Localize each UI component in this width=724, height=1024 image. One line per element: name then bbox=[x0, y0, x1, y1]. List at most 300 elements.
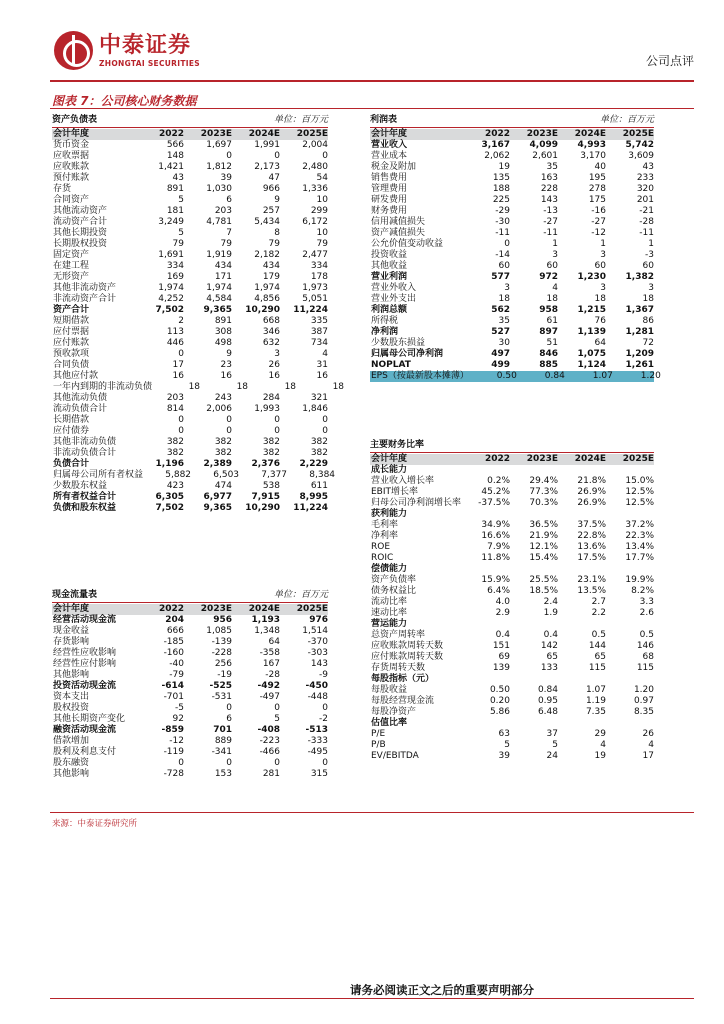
row-label: 获利能力 bbox=[371, 509, 408, 519]
cell-value: 3,167 bbox=[481, 140, 510, 150]
cell-value: -448 bbox=[307, 692, 328, 702]
cell-value: 885 bbox=[539, 360, 558, 370]
table-header-row bbox=[370, 454, 654, 465]
cell-value: 60 bbox=[498, 261, 510, 271]
cell-value: 1,261 bbox=[625, 360, 654, 370]
cell-value: -28 bbox=[639, 217, 654, 227]
cash-flow-title: 现金流量表 bbox=[52, 590, 98, 600]
figure-title-divider bbox=[50, 108, 694, 109]
cell-value: 10 bbox=[316, 195, 328, 205]
cell-value: 2,006 bbox=[206, 404, 232, 414]
table-row bbox=[370, 250, 654, 261]
cell-value: 4,781 bbox=[206, 217, 232, 227]
cell-value: 889 bbox=[214, 736, 232, 746]
cell-value: 142 bbox=[540, 641, 558, 651]
cell-value: 24 bbox=[546, 751, 558, 761]
cell-value: 10 bbox=[316, 228, 328, 238]
cell-value: 0 bbox=[504, 239, 510, 249]
cell-value: 43 bbox=[642, 162, 654, 172]
cell-value: 6.4% bbox=[487, 586, 510, 596]
cell-value: 2024E bbox=[248, 604, 280, 614]
balance-sheet-title-row bbox=[52, 116, 328, 128]
cell-value: 1,348 bbox=[254, 626, 280, 636]
cell-value: -12 bbox=[591, 228, 606, 238]
table-row bbox=[370, 564, 654, 575]
table-row bbox=[52, 481, 328, 492]
cell-value: 18 bbox=[332, 382, 345, 392]
cell-value: 666 bbox=[166, 626, 184, 636]
cell-value: 976 bbox=[309, 615, 328, 625]
row-label: 短期借款 bbox=[53, 316, 90, 326]
table-row bbox=[52, 195, 328, 206]
table-row bbox=[52, 415, 328, 426]
cell-value: 60 bbox=[546, 261, 558, 271]
cell-value: 2.2 bbox=[591, 608, 606, 618]
cell-value: 5,051 bbox=[302, 294, 328, 304]
row-label: 现金收益 bbox=[53, 626, 90, 636]
cell-value: 284 bbox=[262, 393, 280, 403]
row-label: P/B bbox=[371, 740, 386, 750]
row-label: 资本支出 bbox=[53, 692, 90, 702]
cell-value: 3.3 bbox=[639, 597, 654, 607]
cell-value: 0.2% bbox=[487, 476, 510, 486]
cell-value: 171 bbox=[214, 272, 232, 282]
cell-value: -525 bbox=[209, 681, 232, 691]
table-row bbox=[52, 283, 328, 294]
cell-value: 1,991 bbox=[254, 140, 280, 150]
cell-value: 0 bbox=[226, 415, 232, 425]
cell-value: 387 bbox=[310, 327, 328, 337]
cell-value: -27 bbox=[591, 217, 606, 227]
table-row bbox=[52, 349, 328, 360]
row-label: 少数股东权益 bbox=[53, 481, 108, 491]
cell-value: 163 bbox=[540, 173, 558, 183]
table-row bbox=[370, 173, 654, 184]
cell-value: 434 bbox=[262, 261, 280, 271]
cell-value: 0 bbox=[322, 415, 328, 425]
table-row bbox=[52, 615, 328, 626]
row-label: 每股净资产 bbox=[371, 707, 417, 717]
income-statement-title-row bbox=[370, 116, 654, 128]
cell-value: -21 bbox=[639, 206, 654, 216]
table-row bbox=[52, 503, 328, 514]
cell-value: 3 bbox=[648, 283, 654, 293]
cell-value: 2024E bbox=[574, 454, 606, 464]
table-row bbox=[52, 250, 328, 261]
cell-value: 497 bbox=[491, 349, 510, 359]
cell-value: 966 bbox=[262, 184, 280, 194]
cell-value: 299 bbox=[310, 206, 328, 216]
row-label: 应付票据 bbox=[53, 327, 90, 337]
cell-value: 5 bbox=[504, 740, 510, 750]
cell-value: 45.2% bbox=[481, 487, 510, 497]
cell-value: 26 bbox=[642, 729, 654, 739]
table-row bbox=[52, 736, 328, 747]
cell-value: 0 bbox=[226, 426, 232, 436]
cell-value: 153 bbox=[214, 769, 232, 779]
zhongtai-logo-icon bbox=[54, 31, 93, 70]
cell-value: -119 bbox=[163, 747, 184, 757]
row-label: 其他非流动资产 bbox=[53, 283, 117, 293]
cell-value: 7.35 bbox=[585, 707, 606, 717]
cell-value: -2 bbox=[319, 714, 328, 724]
cell-value: 0.97 bbox=[633, 696, 654, 706]
cell-value: 2,480 bbox=[302, 162, 328, 172]
cell-value: 4,584 bbox=[206, 294, 232, 304]
cell-value: 2022 bbox=[484, 454, 510, 464]
cell-value: 4,252 bbox=[158, 294, 184, 304]
cell-value: 175 bbox=[588, 195, 606, 205]
cell-value: 1,973 bbox=[302, 283, 328, 293]
row-label: 总资产周转率 bbox=[371, 630, 426, 640]
table-row bbox=[52, 659, 328, 670]
cell-value: -30 bbox=[495, 217, 510, 227]
row-label: 营业收入 bbox=[371, 140, 408, 150]
cell-value: 79 bbox=[172, 239, 184, 249]
cell-value: 538 bbox=[262, 481, 280, 491]
cell-value: 63 bbox=[498, 729, 510, 739]
table-row bbox=[370, 140, 654, 151]
row-label: 预付账款 bbox=[53, 173, 90, 183]
cell-value: 1,993 bbox=[254, 404, 280, 414]
table-row bbox=[370, 283, 654, 294]
table-row bbox=[370, 685, 654, 696]
row-label: 税金及附加 bbox=[371, 162, 417, 172]
disclaimer: 请务必阅读正文之后的重要声明部分 bbox=[350, 983, 534, 997]
cell-value: 86 bbox=[642, 316, 654, 326]
cell-value: 18 bbox=[642, 294, 654, 304]
row-label: 应收票据 bbox=[53, 151, 90, 161]
table-row bbox=[52, 360, 328, 371]
row-label: 归属母公司净利润 bbox=[371, 349, 444, 359]
cash-flow-title-row bbox=[52, 591, 328, 603]
row-label: 销售费用 bbox=[371, 173, 408, 183]
income-statement-unit: 单位：百万元 bbox=[599, 115, 654, 125]
cell-value: 958 bbox=[539, 305, 558, 315]
cell-value: 0 bbox=[178, 758, 184, 768]
cell-value: 115 bbox=[636, 663, 654, 673]
cell-value: 4 bbox=[600, 740, 606, 750]
table-row bbox=[370, 751, 654, 762]
cell-value: -79 bbox=[169, 670, 184, 680]
cell-value: 256 bbox=[214, 659, 232, 669]
table-row bbox=[370, 641, 654, 652]
cell-value: 5 bbox=[274, 714, 280, 724]
row-label: 会计年度 bbox=[53, 129, 90, 139]
cell-value: 0 bbox=[274, 426, 280, 436]
row-label: 经营活动现金流 bbox=[53, 615, 117, 625]
cell-value: 3,249 bbox=[158, 217, 184, 227]
cell-value: 1,974 bbox=[158, 283, 184, 293]
cell-value: -728 bbox=[163, 769, 184, 779]
table-row bbox=[52, 206, 328, 217]
cell-value: 17.5% bbox=[577, 553, 606, 563]
row-label: 资产减值损失 bbox=[371, 228, 426, 238]
cell-value: 0.95 bbox=[537, 696, 558, 706]
cell-value: 308 bbox=[214, 327, 232, 337]
row-label: 股东融资 bbox=[53, 758, 90, 768]
cell-value: 1,691 bbox=[158, 250, 184, 260]
cell-value: 1,085 bbox=[206, 626, 232, 636]
cell-value: 1,209 bbox=[625, 349, 654, 359]
cell-value: -408 bbox=[257, 725, 280, 735]
cell-value: 2.7 bbox=[591, 597, 606, 607]
balance-sheet-title: 资产负债表 bbox=[52, 115, 98, 125]
cell-value: 77.3% bbox=[529, 487, 558, 497]
row-label: 股权投资 bbox=[53, 703, 90, 713]
cell-value: 243 bbox=[214, 393, 232, 403]
cell-value: 2,062 bbox=[484, 151, 510, 161]
cell-value: 60 bbox=[594, 261, 606, 271]
row-label: 负债和股东权益 bbox=[53, 503, 117, 513]
table-row bbox=[370, 338, 654, 349]
cell-value: -13 bbox=[543, 206, 558, 216]
row-label: 在建工程 bbox=[53, 261, 90, 271]
footer-divider bbox=[50, 998, 694, 999]
table-row bbox=[370, 261, 654, 272]
row-label: 其他影响 bbox=[53, 670, 90, 680]
cell-value: 29 bbox=[594, 729, 606, 739]
cell-value: 39 bbox=[220, 173, 232, 183]
table-row bbox=[52, 769, 328, 780]
cell-value: 10,290 bbox=[245, 305, 280, 315]
cell-value: 16 bbox=[172, 371, 184, 381]
cell-value: 7,377 bbox=[261, 470, 288, 480]
cell-value: 1,846 bbox=[302, 404, 328, 414]
cell-value: 1 bbox=[552, 239, 558, 249]
row-label: 借款增加 bbox=[53, 736, 90, 746]
cell-value: 1,336 bbox=[302, 184, 328, 194]
cell-value: 143 bbox=[540, 195, 558, 205]
row-label: 股利及利息支付 bbox=[53, 747, 117, 757]
cell-value: 1,281 bbox=[625, 327, 654, 337]
cell-value: 382 bbox=[166, 437, 184, 447]
cell-value: 26 bbox=[268, 360, 280, 370]
cell-value: 382 bbox=[262, 448, 280, 458]
cell-value: 9 bbox=[226, 349, 232, 359]
cash-flow-table bbox=[52, 591, 328, 780]
row-label: 会计年度 bbox=[371, 129, 408, 139]
row-label: 管理费用 bbox=[371, 184, 408, 194]
table-row bbox=[370, 228, 654, 239]
row-label: 应付债券 bbox=[53, 426, 90, 436]
cell-value: 3 bbox=[600, 283, 606, 293]
cell-value: 26.9% bbox=[577, 498, 606, 508]
row-label: 其他长期资产变化 bbox=[53, 714, 126, 724]
table-row bbox=[370, 597, 654, 608]
cell-value: 1.07 bbox=[592, 371, 613, 381]
cell-value: 1,030 bbox=[206, 184, 232, 194]
table-row bbox=[370, 272, 654, 283]
cell-value: 891 bbox=[214, 316, 232, 326]
cell-value: 18 bbox=[284, 382, 297, 392]
cell-value: 64 bbox=[594, 338, 606, 348]
cell-value: -19 bbox=[217, 670, 232, 680]
cell-value: 188 bbox=[492, 184, 510, 194]
cell-value: 2024E bbox=[574, 129, 606, 139]
table-row bbox=[52, 140, 328, 151]
table-row bbox=[52, 703, 328, 714]
table-row bbox=[52, 327, 328, 338]
table-header-row bbox=[52, 604, 328, 615]
cell-value: -531 bbox=[211, 692, 232, 702]
cell-value: 0.20 bbox=[489, 696, 510, 706]
table-row bbox=[52, 338, 328, 349]
table-row bbox=[52, 470, 336, 481]
table-row bbox=[52, 294, 328, 305]
cell-value: -14 bbox=[495, 250, 510, 260]
report-type: 公司点评 bbox=[645, 54, 694, 68]
cell-value: 2022 bbox=[158, 604, 184, 614]
cell-value: 146 bbox=[636, 641, 654, 651]
cell-value: 4.0 bbox=[495, 597, 510, 607]
cell-value: 34.9% bbox=[481, 520, 510, 530]
cell-value: 0 bbox=[274, 415, 280, 425]
cell-value: 2,004 bbox=[302, 140, 328, 150]
table-row bbox=[370, 371, 661, 382]
cell-value: 2023E bbox=[526, 454, 558, 464]
table-row bbox=[370, 652, 654, 663]
row-label: EBIT增长率 bbox=[371, 487, 419, 497]
header-divider bbox=[50, 80, 694, 82]
cell-value: 8.2% bbox=[631, 586, 654, 596]
cell-value: -228 bbox=[211, 648, 232, 658]
cell-value: -333 bbox=[307, 736, 328, 746]
table-row bbox=[370, 586, 654, 597]
cell-value: 203 bbox=[166, 393, 184, 403]
cell-value: 2,376 bbox=[251, 459, 280, 469]
row-label: 经营性应收影响 bbox=[53, 648, 117, 658]
cell-value: 956 bbox=[213, 615, 232, 625]
cell-value: 0 bbox=[274, 151, 280, 161]
cell-value: 12.5% bbox=[625, 498, 654, 508]
table-row bbox=[370, 151, 654, 162]
financial-ratios-title-row bbox=[370, 441, 654, 453]
table-row bbox=[52, 316, 328, 327]
row-label: 营业外支出 bbox=[371, 294, 417, 304]
row-label: 财务费用 bbox=[371, 206, 408, 216]
cell-value: 92 bbox=[172, 714, 184, 724]
cell-value: 69 bbox=[498, 652, 510, 662]
row-label: 投资收益 bbox=[371, 250, 408, 260]
cell-value: 31 bbox=[316, 360, 328, 370]
cell-value: 37 bbox=[546, 729, 558, 739]
table-row bbox=[52, 261, 328, 272]
cell-value: 5 bbox=[178, 228, 184, 238]
cell-value: 527 bbox=[491, 327, 510, 337]
financial-ratios-title: 主要财务比率 bbox=[370, 440, 425, 450]
cell-value: 30 bbox=[498, 338, 510, 348]
row-label: 归属母公司所有者权益 bbox=[53, 470, 144, 480]
cell-value: 1,367 bbox=[625, 305, 654, 315]
cell-value: 4,856 bbox=[254, 294, 280, 304]
cell-value: 0 bbox=[178, 415, 184, 425]
cell-value: 16 bbox=[220, 371, 232, 381]
table-row bbox=[370, 718, 654, 729]
balance-sheet-table bbox=[52, 115, 345, 514]
table-row bbox=[370, 316, 654, 327]
table-row bbox=[52, 239, 328, 250]
table-row bbox=[370, 195, 654, 206]
row-label: 固定资产 bbox=[53, 250, 90, 260]
cell-value: -11 bbox=[543, 228, 558, 238]
cell-value: 2022 bbox=[158, 129, 184, 139]
cell-value: -497 bbox=[259, 692, 280, 702]
cell-value: 6 bbox=[226, 195, 232, 205]
cell-value: 8,995 bbox=[299, 492, 328, 502]
table-row bbox=[370, 239, 654, 250]
row-label: 营业成本 bbox=[371, 151, 408, 161]
cell-value: 115 bbox=[588, 663, 606, 673]
table-row bbox=[370, 740, 654, 751]
row-label: 债务权益比 bbox=[371, 586, 417, 596]
balance-sheet-unit: 单位：百万元 bbox=[273, 115, 328, 125]
row-label: 所有者权益合计 bbox=[53, 492, 117, 502]
cell-value: 8,384 bbox=[309, 470, 336, 480]
cell-value: 68 bbox=[642, 652, 654, 662]
cell-value: 18 bbox=[236, 382, 249, 392]
cash-flow-unit: 单位：百万元 bbox=[273, 590, 328, 600]
cell-value: 2025E bbox=[622, 454, 654, 464]
cell-value: 195 bbox=[588, 173, 606, 183]
table-row bbox=[52, 747, 328, 758]
cell-value: 2,601 bbox=[532, 151, 558, 161]
cell-value: 203 bbox=[214, 206, 232, 216]
financial-ratios-table bbox=[370, 441, 654, 762]
cell-value: 9 bbox=[274, 195, 280, 205]
cell-value: 113 bbox=[166, 327, 184, 337]
row-label: 其他流动负债 bbox=[53, 393, 108, 403]
row-label: 流动比率 bbox=[371, 597, 408, 607]
cell-value: 382 bbox=[262, 437, 280, 447]
cell-value: 2,389 bbox=[203, 459, 232, 469]
cell-value: 2,173 bbox=[254, 162, 280, 172]
row-label: 估值比率 bbox=[371, 718, 408, 728]
row-label: 货币资金 bbox=[53, 140, 90, 150]
table-row bbox=[52, 648, 328, 659]
cell-value: 148 bbox=[166, 151, 184, 161]
table-row bbox=[370, 327, 654, 338]
cell-value: 3,170 bbox=[580, 151, 606, 161]
cell-value: 21.8% bbox=[577, 476, 606, 486]
cell-value: 577 bbox=[491, 272, 510, 282]
cell-value: 139 bbox=[492, 663, 510, 673]
cell-value: 16.6% bbox=[481, 531, 510, 541]
cell-value: 382 bbox=[310, 448, 328, 458]
table-row bbox=[370, 520, 654, 531]
cell-value: 19 bbox=[498, 162, 510, 172]
cell-value: 6.48 bbox=[537, 707, 558, 717]
cell-value: 1,514 bbox=[302, 626, 328, 636]
cell-value: 1,812 bbox=[206, 162, 232, 172]
cell-value: 13.6% bbox=[577, 542, 606, 552]
row-label: 合同资产 bbox=[53, 195, 90, 205]
cell-value: 2 bbox=[178, 316, 184, 326]
table-row bbox=[52, 681, 328, 692]
cell-value: 1.20 bbox=[633, 685, 654, 695]
row-label: 非流动负债合计 bbox=[53, 448, 117, 458]
cell-value: -16 bbox=[591, 206, 606, 216]
cell-value: 2023E bbox=[200, 129, 232, 139]
cell-value: 12.5% bbox=[625, 487, 654, 497]
cell-value: 228 bbox=[540, 184, 558, 194]
cell-value: -11 bbox=[495, 228, 510, 238]
cell-value: 64 bbox=[268, 637, 280, 647]
cell-value: 2025E bbox=[296, 604, 328, 614]
cell-value: 474 bbox=[214, 481, 232, 491]
income-statement-title: 利润表 bbox=[370, 115, 398, 125]
cell-value: 0 bbox=[274, 703, 280, 713]
